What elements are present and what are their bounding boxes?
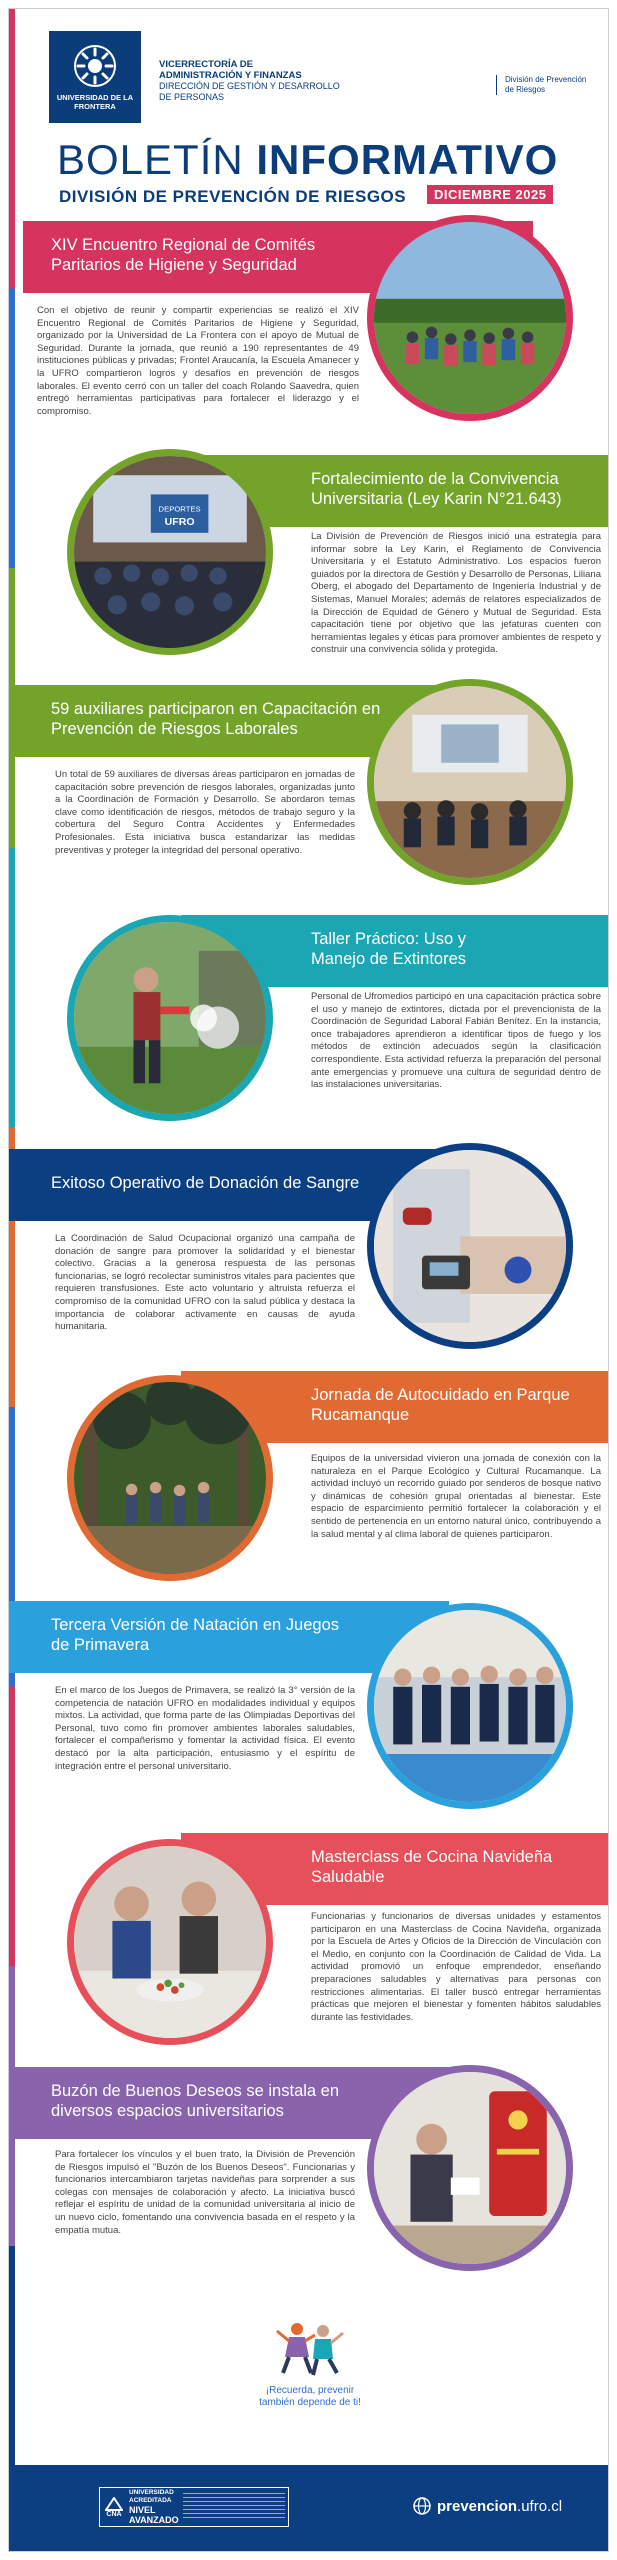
cna-text: CNA bbox=[106, 2510, 122, 2518]
section-5-body: La Coordinación de Salud Ocupacional organizó una campaña de donación de sangre para promover la solidaridad y el bienestar colectivo. Gracias a la generosa respuesta de las personas funcionarias, se logró recolectar suministros vitales para pacientes que requieren transfusiones. Este acto voluntario y altruista refuerza el compromiso de la comunidad UFRO con la salud pública y destaca la importancia de colaborar activamente en causas de ayuda humanitaria. bbox=[55, 1233, 355, 1333]
university-logo bbox=[49, 31, 141, 123]
section-4-body: Personal de Ufromedios participó en una capacitación práctica sobre el uso y manejo de extintores, dictada por el prevencionista de la Coordinación de Seguridad Laboral Fabián Benítez. En la instancia, once trabajadores aprendieron a identificar tipos de fuego y los métodos de extinción adecuados según la clasificación correspondiente. Esta actividad refuerza la preparación del personal ante emergencias y promueve una cultura de seguridad dentro de las instalaciones universitarias. bbox=[311, 991, 601, 1091]
division-label: División de Prevención de Riesgos bbox=[496, 75, 596, 95]
university-logo-text: UNIVERSIDAD DE LA FRONTERA bbox=[56, 93, 134, 111]
date-badge: DICIEMBRE 2025 bbox=[427, 185, 553, 204]
accreditation-details bbox=[183, 2493, 285, 2521]
section-1-body: Con el objetivo de reunir y compartir experiencias se realizó el XIV Encuentro Regional de Comités Paritarios de Higiene y Seguridad, organizado por la Universidad de La Frontera con el apoyo de Mutual de Seguridad. Durante la jornada, que reunió a 190 representantes de 49 instituciones públicas y privadas; Frontel Araucanía, la Escuela Amanecer y la UFRO compartieron logros y desafíos en prevención de riesgos laborales. El evento cerró con un taller del coach Rolando Saavedra, quien entregó herramientas participativas para fortalecer el liderazgo y el compromiso. bbox=[37, 305, 359, 417]
direccion-line2: DE PERSONAS bbox=[159, 92, 225, 102]
section-5-photo bbox=[367, 1143, 573, 1349]
title-part1: BOLETÍN bbox=[57, 136, 244, 183]
accreditation-text bbox=[129, 2489, 179, 2525]
section-2-photo bbox=[67, 449, 273, 655]
closing-message bbox=[205, 2319, 415, 2409]
newsletter-page bbox=[8, 8, 609, 2552]
section-8-body: Funcionarias y funcionarios de diversas unidades y estamentos participaron en una Masterclass de Cocina Navideña, organizada por la Escuela de Artes y Oficios de la Dirección de Vinculación con el Medio, en conjunto con la Coordinación de Calidad de Vida. La actividad promovió un enfoque emprendedor, enseñando preparaciones saludables y alternativas para personas con restricciones alimentarias. El taller buscó entregar herramientas prácticas que mejoren el bienestar y fomenten hábitos saludables durante las festividades. bbox=[311, 1911, 601, 2023]
section-6-title: Jornada de Autocuidado en Parque Rucamanque bbox=[311, 1386, 570, 1424]
acred-line1: UNIVERSIDAD bbox=[129, 2489, 174, 2496]
color-strip bbox=[9, 9, 15, 2551]
section-3-title: 59 auxiliares participaron en Capacitación en Prevención de Riesgos Laborales bbox=[51, 700, 381, 738]
section-3-photo bbox=[367, 679, 573, 885]
direccion-line1: DIRECCIÓN DE GESTIÓN Y DESARROLLO bbox=[159, 81, 340, 91]
header-text bbox=[159, 59, 419, 103]
acred-line3: NIVEL bbox=[129, 2505, 156, 2515]
university-emblem-icon bbox=[72, 43, 118, 89]
section-9-photo bbox=[367, 2065, 573, 2271]
website-suffix: .ufro.cl bbox=[517, 2497, 563, 2515]
section-5-title: Exitoso Operativo de Donación de Sangre bbox=[51, 1174, 360, 1192]
closing-line1: ¡Recuerda, prevenir bbox=[265, 2385, 355, 2396]
dancing-people-icon bbox=[275, 2319, 345, 2379]
section-7-title: Tercera Versión de Natación en Juegos de Primavera bbox=[51, 1616, 340, 1654]
website-prefix: prevencion bbox=[437, 2497, 518, 2515]
footer bbox=[9, 2465, 609, 2552]
accreditation-badge bbox=[99, 2487, 289, 2527]
section-4-title: Taller Práctico: Uso y Manejo de Extintores bbox=[311, 930, 467, 968]
section-9-body: Para fortalecer los vínculos y el buen trato, la División de Prevención de Riesgos impulsó el "Buzón de los Buenos Deseos". Funcionarias y funcionarios intercambiaron tarjetas navideñas para sorprender a sus colegas con mensajes de colaboración y afecto. La iniciativa buscó reflejar el espíritu de unidad de la comunidad universitaria al inicio de un nuevo ciclo, fomentando una convivencia basada en el respeto y la empatía mutua. bbox=[55, 2149, 355, 2236]
section-7-photo bbox=[367, 1603, 573, 1809]
section-4-photo bbox=[67, 915, 273, 1121]
section-6-body: Equipos de la universidad vivieron una jornada de conexión con la naturaleza en el Parque Ecológico y Cultural Rucamanque. La actividad incluyó un recorrido guiado por senderos de bosque nativo y dinámicas de cohesión grupal orientadas al bienestar. Este espacio de esparcimiento permitió fortalecer la colaboración y el sentido de pertenencia en un entorno natural único, contribuyendo a la salud mental y al clima laboral de quienes participaron. bbox=[311, 1453, 601, 1540]
section-1-photo bbox=[367, 215, 573, 421]
page-title bbox=[57, 137, 597, 183]
svg-text:DEPORTES: DEPORTES bbox=[158, 504, 201, 514]
cna-mark-icon bbox=[105, 2497, 123, 2511]
section-2-title: Fortalecimiento de la Convivencia Universitaria (Ley Karin N°21.643) bbox=[311, 470, 562, 508]
acred-line2: ACREDITADA bbox=[129, 2497, 172, 2504]
page-subtitle: DIVISIÓN DE PREVENCIÓN DE RIESGOS bbox=[59, 187, 407, 206]
website-link[interactable] bbox=[413, 2497, 562, 2515]
vicerrectoria-line1: VICERRECTORÍA DE bbox=[159, 59, 253, 70]
globe-icon bbox=[413, 2497, 431, 2515]
title-part2: INFORMATIVO bbox=[256, 136, 559, 183]
section-7-body: En el marco de los Juegos de Primavera, se realizó la 3° versión de la competencia de natación UFRO en modalidades individual y equipos mixtos. La actividad, que forma parte de las Olimpiadas Deportivas del Personal, tuvo como fin promover ambientes laborales saludables, fortalecer el compañerismo y fomentar la actividad física. El evento destacó por la alta participación, entusiasmo y el espíritu de integración entre el personal universitario. bbox=[55, 1685, 355, 1772]
cna-logo bbox=[103, 2491, 125, 2523]
svg-text:UFRO: UFRO bbox=[164, 516, 195, 529]
section-2-body: La División de Prevención de Riesgos inició una estrategia para informar sobre la Ley Karin, el Reglamento de Convivencia Universitaria y el Estatuto Administrativo. Los espacios fueron guiados por la directora de Gestión y Desarrollo de Personas, Liliana Oberg, el abogado del Departamento de Ingeniería Industrial y de Sistemas, Manuel Morales; además de relatores especializados de la Dirección de Equidad de Género y Mutual de Seguridad. Esta capacitación tiene por objetivo que las jefaturas cuenten con herramientas legales y éticas para promover ambientes de respeto y construir una convivencia sólida y protegida. bbox=[311, 531, 601, 656]
section-6-photo bbox=[67, 1375, 273, 1581]
acred-line4: AVANZADO bbox=[129, 2515, 179, 2525]
section-8-title: Masterclass de Cocina Navideña Saludable bbox=[311, 1848, 553, 1886]
vicerrectoria-line2: ADMINISTRACIÓN Y FINANZAS bbox=[159, 70, 302, 81]
section-8-photo bbox=[67, 1839, 273, 2045]
section-9-title: Buzón de Buenos Deseos se instala en diversos espacios universitarios bbox=[51, 2082, 340, 2120]
section-1-title: XIV Encuentro Regional de Comités Paritarios de Higiene y Seguridad bbox=[51, 236, 316, 274]
closing-line2: también depende de ti! bbox=[259, 2397, 361, 2408]
section-3-body: Un total de 59 auxiliares de diversas áreas participaron en jornadas de capacitación sobre prevención de riesgos laborales, organizadas junto a la Coordinación de Formación y Desarrollo. Se abordaron temas clave como identificación de riesgos, métodos de trabajo seguro y la cobertura del Seguro Contra Accidentes y Enfermedades Profesionales. Esta iniciativa busca estandarizar las medidas preventivas y proteger la integridad del personal operativo. bbox=[55, 769, 355, 856]
